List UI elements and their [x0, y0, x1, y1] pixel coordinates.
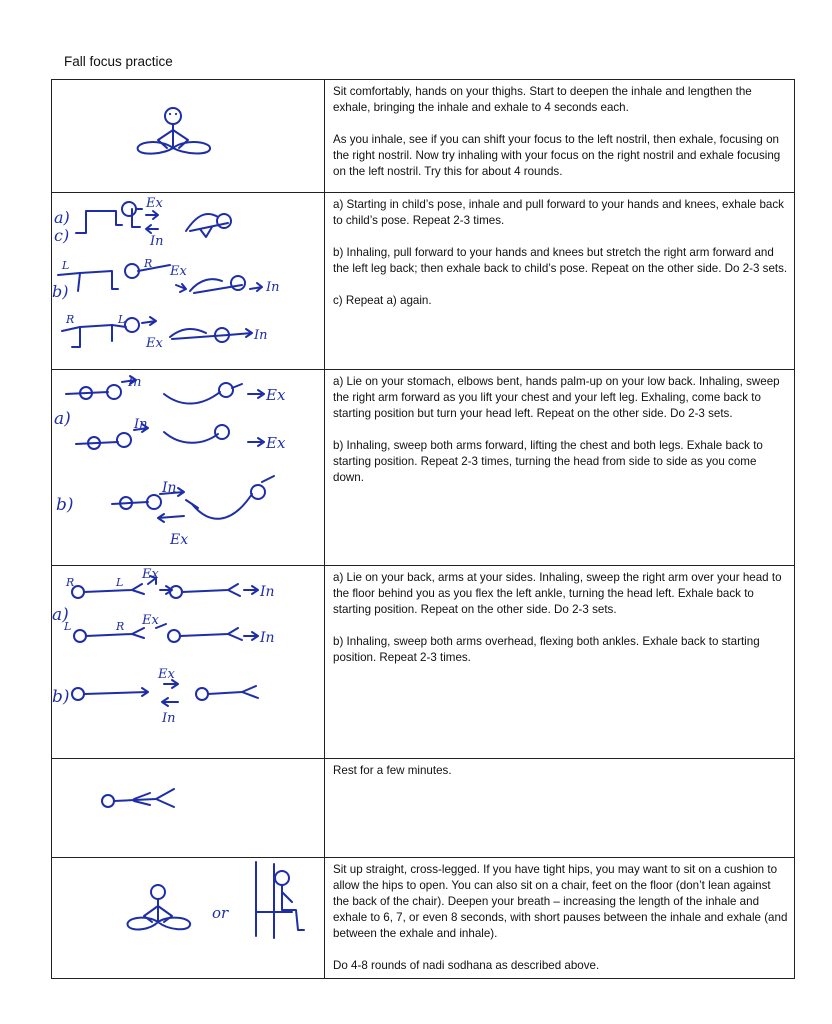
table-row: [52, 858, 795, 979]
figure-label: c): [54, 226, 70, 245]
practice-table: [51, 79, 795, 979]
figure-label: L: [62, 259, 70, 272]
instruction-paragraph: Sit comfortably, hands on your thighs. Start to deepen the inhale and lengthen the exhale, bringing the inhale and exhale to 4 seconds each.: [333, 85, 752, 114]
figure-label: In: [128, 375, 142, 390]
instruction-paragraph: c) Repeat a) again.: [333, 294, 432, 307]
instruction-paragraph: As you inhale, see if you can shift your focus to the left nostril, then exhale, focusing on the right nostril. Now try inhaling with your focus on the right nostril and exhale focusing on the left nostril. Try this for about 4 rounds.: [333, 133, 781, 178]
seated-meditation-drawing: [52, 80, 324, 192]
figure-label: or: [212, 904, 229, 922]
figure-label: In: [260, 584, 275, 600]
figure-cell: [52, 566, 325, 759]
instruction-cell: [325, 858, 795, 979]
figure-label: R: [66, 313, 75, 326]
figure-label: Ex: [142, 613, 159, 628]
figure-cell: [52, 370, 325, 566]
instruction-paragraph: b) Inhaling, sweep both arms forward, lifting the chest and both legs. Exhale back to starting position. Repeat 2-3 times, turning the head from side to side as you come down.: [333, 439, 763, 484]
figure-cell: [52, 193, 325, 370]
table-row: [52, 193, 795, 370]
figure-label: In: [254, 328, 268, 343]
figure-label: Ex: [170, 532, 189, 548]
figure-label: R: [116, 620, 125, 633]
figure-label: Ex: [266, 386, 286, 404]
figure-label: In: [150, 234, 164, 249]
instruction-cell: [325, 193, 795, 370]
figure-label: In: [134, 417, 148, 432]
figure-label: a): [54, 409, 71, 429]
instruction-paragraph: a) Lie on your back, arms at your sides. Inhaling, sweep the right arm over your head to the floor behind you as you flex the left ankle, turning the head left. Exhale back to starting position. Repeat on the other side. Do 2-3 sets.: [333, 571, 782, 616]
figure-label: Ex: [266, 434, 286, 452]
figure-label: Ex: [146, 336, 163, 351]
table-row: [52, 566, 795, 759]
figure-label: R: [66, 576, 75, 589]
figure-label: L: [64, 620, 72, 633]
figure-cell: [52, 858, 325, 979]
table-row: [52, 370, 795, 566]
prone-drawings: [52, 370, 324, 565]
figure-label: b): [52, 282, 69, 301]
figure-label: b): [52, 687, 70, 707]
instruction-paragraph: b) Inhaling, pull forward to your hands and knees but stretch the right arm forward and the left leg back; then exhale back to child’s pose. Repeat on the other side. Do 2-3 sets.: [333, 246, 788, 275]
figure-label: L: [118, 313, 126, 326]
figure-label: Ex: [142, 567, 159, 582]
figure-label: a): [54, 208, 70, 227]
instruction-cell: [325, 759, 795, 858]
instruction-cell: [325, 80, 795, 193]
instruction-paragraph: Do 4-8 rounds of nadi sodhana as described above.: [333, 959, 600, 972]
figure-label: L: [116, 576, 124, 589]
childs-pose-drawings: [52, 193, 324, 369]
table-row: [52, 759, 795, 858]
figure-cell: [52, 759, 325, 858]
instruction-paragraph: Sit up straight, cross-legged. If you have tight hips, you may want to sit on a cushion to allow the hips to open. You can also sit on a chair, feet on the floor (don’t lean against the back of the chair). Deepen your breath – increasing the length of the inhale and exhale to 6, 7, or even 8 seconds, with short pauses between the inhale and exhale (and between the exhale and inhale).: [333, 863, 788, 940]
instruction-cell: [325, 566, 795, 759]
seated-or-chair-drawing: [52, 858, 324, 976]
instruction-cell: [325, 370, 795, 566]
resting-drawing: [52, 759, 324, 857]
figure-label: In: [162, 711, 176, 726]
figure-label: R: [144, 257, 153, 270]
figure-label: Ex: [158, 667, 175, 682]
figure-label: b): [56, 495, 74, 515]
figure-cell: [52, 80, 325, 193]
figure-label: In: [266, 280, 280, 295]
figure-label: In: [162, 480, 177, 496]
figure-label: Ex: [170, 264, 187, 279]
figure-label: In: [260, 630, 275, 646]
page-title: Fall focus practice: [64, 54, 173, 69]
supine-drawings: [52, 566, 324, 758]
figure-label: a): [52, 605, 69, 625]
table-row: [52, 80, 795, 193]
instruction-paragraph: a) Lie on your stomach, elbows bent, hands palm-up on your low back. Inhaling, sweep the right arm forward as you lift your chest and your left leg. Exhaling, come back to starting position but turn your head left. Repeat on the other side. Do 2-3 sets.: [333, 375, 780, 420]
instruction-paragraph: b) Inhaling, sweep both arms overhead, flexing both ankles. Exhale back to starting position. Repeat 2-3 times.: [333, 635, 760, 664]
figure-label: Ex: [146, 196, 163, 211]
instruction-paragraph: a) Starting in child’s pose, inhale and pull forward to your hands and knees, exhale back to child’s pose. Repeat 2-3 times.: [333, 198, 784, 227]
instruction-paragraph: Rest for a few minutes.: [333, 764, 452, 777]
